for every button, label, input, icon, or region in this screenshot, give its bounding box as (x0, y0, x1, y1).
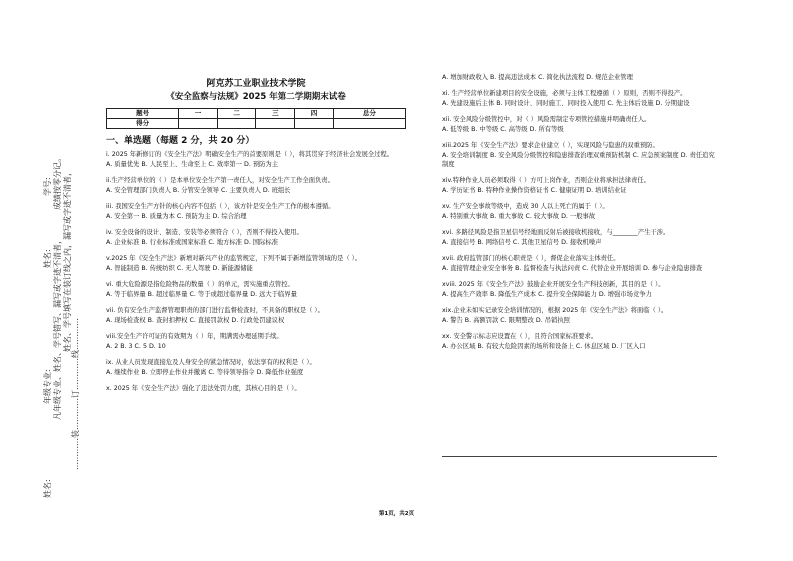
question-text: ix. 从业人员发现直接危及人身安全的紧急情况时，依法享有的权利是（ ）。 (106, 359, 316, 366)
score-cell: 三 (256, 109, 295, 119)
divider (442, 456, 717, 457)
score-cell: 总分 (333, 109, 405, 119)
question-item (106, 202, 406, 221)
question-item (106, 254, 406, 273)
right-column (442, 73, 717, 358)
question-options: A. 特别重大事故 B. 重大事故 C. 较大事故 D. 一般事故 (442, 213, 596, 220)
exam-title: 《安全监察与法规》2025 年第二学期期末试卷 (166, 92, 346, 102)
question-item (442, 141, 717, 169)
student-id-label: 学号: (43, 177, 52, 196)
left-column (106, 78, 406, 394)
question-options: A. 先建设施后主体 B. 同时设计、同时施工、同时投入使用 C. 先主体后设施 D. 分期建设 (442, 100, 690, 107)
score-table (106, 108, 406, 129)
school-name: 阿克苏工业职业技术学院 (206, 79, 306, 89)
question-item (106, 228, 406, 247)
score-input[interactable] (333, 119, 405, 129)
section-heading: 一、单选题（每题 2 分，共 20 分） (106, 136, 255, 146)
question-text: vii. 负有安全生产监督管理职责的部门进行监督检查时，不具备的职权是（ ）。 (106, 307, 324, 314)
question-item (442, 115, 717, 134)
question-text: viii.安全生产许可证的有效期为（ ）年，期满需办理延期手续。 (106, 333, 283, 340)
question-item (442, 202, 717, 221)
score-header-row (107, 109, 406, 119)
score-input[interactable] (295, 119, 334, 129)
question-options: A. 2 B. 3 C. 5 D. 10 (106, 343, 166, 350)
question-text: xvi. 多路径风险是指卫星信号经地面反射后被接收机接收，与________产生干涉。 (442, 229, 670, 236)
class-label: 年级专业: (43, 369, 52, 404)
question-item (442, 228, 717, 247)
score-value-row (107, 119, 406, 129)
question-options: A. 提高生产效率 B. 降低生产成本 C. 提升安全保障能力 D. 增强市场竞争力 (442, 291, 652, 298)
question-text: v.2025 年《安全生产法》新增对新兴产业的监管规定，下列不属于新增监管领域的是（ ）。 (106, 255, 362, 262)
question-item (442, 280, 717, 299)
question-item (442, 176, 717, 195)
question-options: A. 直接管理企业安全事务 B. 监督检查与执法问责 C. 代替企业开展培训 D. 参与企业隐患排查 (442, 265, 703, 272)
question-item (106, 358, 406, 377)
name-label-2: 姓名: (43, 479, 52, 498)
question-options: A. 增加财政收入 B. 提高违法成本 C. 简化执法流程 D. 规范企业管理 (442, 74, 633, 81)
question-item (442, 332, 717, 351)
binding-notice-2: 姓名、学号填写在装订线之内，漏写或字迹不清者， (63, 168, 72, 352)
question-text: iv. 安全设备的设计、制造、安装等必须符合（ ），否则不得投入使用。 (106, 229, 303, 236)
question-options: A. 等于临界量 B. 超过临界量 C. 等于或超过临界量 D. 远大于临界量 (106, 291, 297, 298)
page-footer: 第1页，共2页 (378, 511, 415, 517)
question-options: A. 直接信号 B. 网络信号 C. 其他卫星信号 D. 接收机噪声 (442, 239, 602, 246)
question-options: A. 低等级 B. 中等级 C. 高等级 D. 所有等级 (442, 126, 564, 133)
binding-line: …………装…………订…………线………… (71, 318, 80, 470)
binding-notice-1: 成绩按零分记。 (53, 154, 62, 210)
question-text: xiii.2025 年《安全生产法》要求企业建立（ ），实现风险与隐患的双重预防。 (442, 142, 659, 149)
question-text: xv. 生产安全事故等级中，造成 30 人以上死亡的属于（ ）。 (442, 203, 609, 210)
question-text: iii. 我国安全生产方针的核心内容不包括（ ），该方针是安全生产工作的根本遵循。 (106, 203, 335, 210)
question-text: ii.生产经营单位的（ ）是本单位安全生产第一责任人，对安全生产工作全面负责。 (106, 177, 334, 184)
question-item (106, 332, 406, 351)
question-options: A. 现场检查权 B. 查封扣押权 C. 直接罚款权 D. 行政处罚建议权 (106, 317, 285, 324)
question-item (442, 254, 717, 273)
score-input[interactable] (256, 119, 295, 129)
question-text: xiv.特种作业人员必须取得（ ）方可上岗作业，否则企业将承担法律责任。 (442, 177, 650, 184)
question-options: A. 继续作业 B. 立即停止作业并撤离 C. 等待领导指令 D. 降低作业强度 (106, 369, 304, 376)
score-cell: 题号 (107, 109, 179, 119)
question-text: xx. 安全警示标志应设置在（ ），且符合国家标准要求。 (442, 333, 598, 340)
question-text: xviii. 2025 年《安全生产法》鼓励企业开展安全生产科技创新，其目的是（ ）。 (442, 281, 665, 288)
question-text: xvii. 政府监管部门的核心职责是（ ），督促企业落实主体责任。 (442, 255, 620, 262)
question-item (442, 89, 717, 108)
question-options: A. 安全培训制度 B. 安全风险分级管控和隐患排查治理双重预防机制 C. 应急预案制度 D. 责任追究制度 (442, 152, 715, 168)
score-cell: 二 (217, 109, 256, 119)
question-text: i. 2025 年新修订的《安全生产法》明确安全生产的首要原则是（ ），将其贯穿于经济社会发展全过程。 (106, 151, 394, 158)
question-options: A. 企业标准 B. 行业标准或国家标准 C. 地方标准 D. 国际标准 (106, 239, 279, 246)
score-cell: 得分 (107, 119, 179, 129)
question-options: A. 安全管理部门负责人 B. 分管安全领导 C. 主要负责人 D. 班组长 (106, 187, 291, 194)
score-cell: 四 (295, 109, 334, 119)
question-options: A. 质量优先 B. 人民至上、生命至上 C. 效率第一 D. 预防为主 (106, 161, 279, 168)
score-cell: 一 (179, 109, 218, 119)
question-text: xi. 生产经营单位新建项目的安全设施，必须与主体工程遵循（ ）原则，否则不得投产。 (442, 90, 687, 97)
question-options: A. 智能制造 B. 传统纺织 C. 无人驾驶 D. 新能源储能 (106, 265, 253, 272)
score-input[interactable] (217, 119, 256, 129)
question-item (106, 384, 406, 393)
name-label: 姓名: (43, 249, 52, 268)
question-item (106, 280, 406, 299)
question-item (106, 176, 406, 195)
question-item (106, 150, 406, 169)
question-options: A. 安全第一 B. 质量为本 C. 预防为主 D. 综合治理 (106, 213, 247, 220)
question-text: x. 2025 年《安全生产法》强化了违法处罚力度，其核心目的是（ ）。 (106, 385, 301, 392)
question-item (106, 306, 406, 325)
binding-notice-3: 凡年级专业、姓名、学号错写、漏写或字迹不清者， (53, 236, 62, 420)
question-text: xix.企业未如实记录安全培训情况的，根据 2025 年《安全生产法》将面临（ ）。 (442, 307, 668, 314)
question-options: A. 警告 B. 高额罚款 C. 限期整改 D. 吊销执照 (442, 317, 570, 324)
question-text: vi. 重大危险源是指危险物品的数量（ ）的单元，需实施重点管控。 (106, 281, 294, 288)
question-text: xii. 安全风险分级管控中，对（ ）风险需制定专项管控措施并明确责任人。 (442, 116, 651, 123)
question-options: A. 办公区域 B. 有较大危险因素的场所和设备上 C. 休息区域 D. 厂区入口 (442, 343, 646, 350)
question-item (442, 306, 717, 325)
question-options: A. 学历证书 B. 特种作业操作资格证书 C. 健康证明 D. 培训结业证 (442, 187, 627, 194)
score-input[interactable] (179, 119, 218, 129)
